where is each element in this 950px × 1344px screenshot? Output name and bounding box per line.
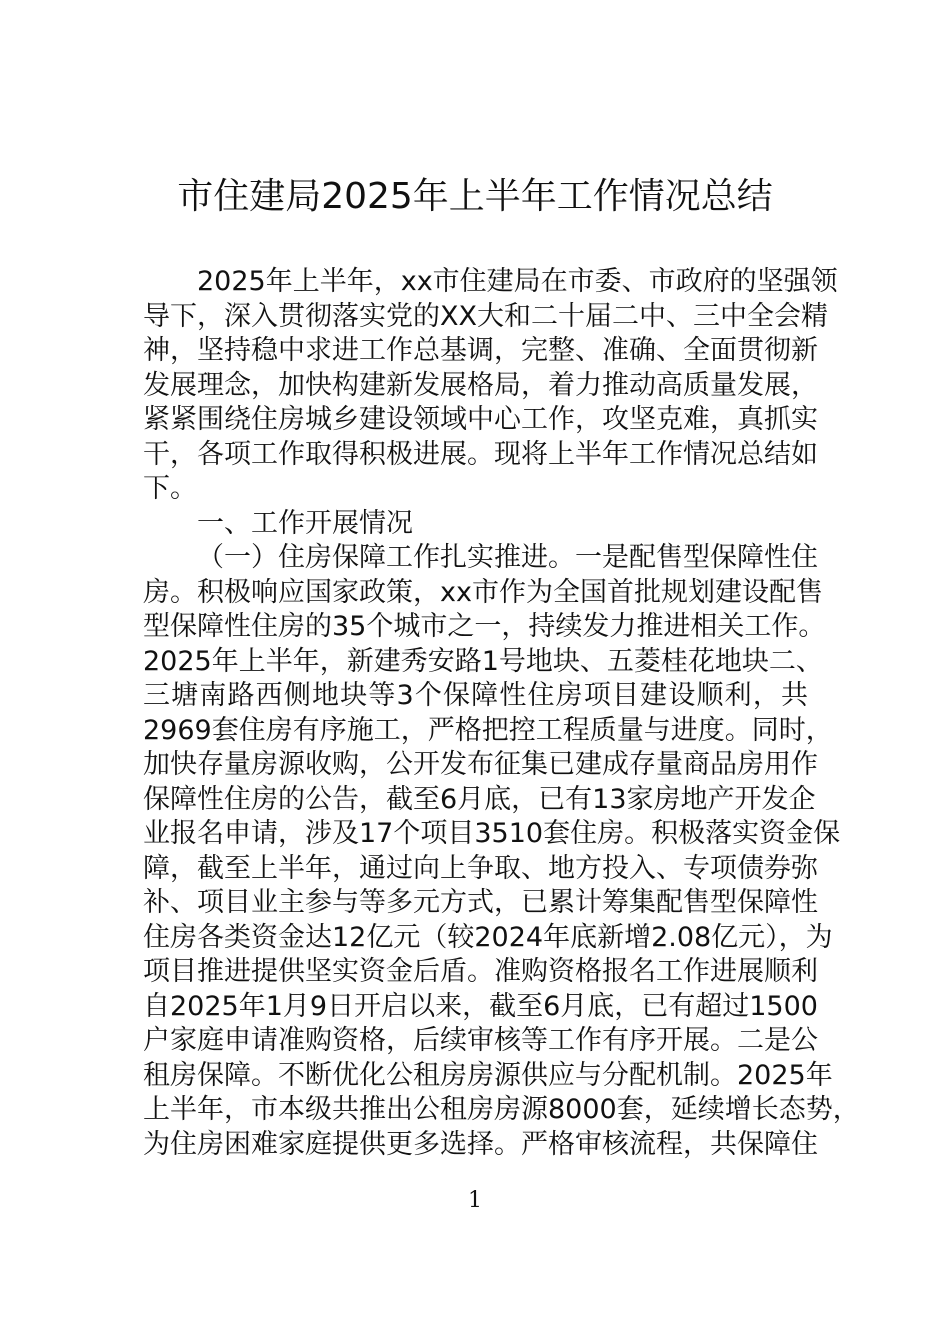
paragraph-line: 发展理念，加快构建新发展格局，着力推动高质量发展， (143, 369, 818, 401)
paragraph-line: 住房各类资金达12亿元（较2024年底新增2.08亿元），为 (143, 921, 833, 953)
paragraph-line: 房。积极响应国家政策，xx市作为全国首批规划建设配售 (143, 576, 823, 608)
paragraph-line: 神，坚持稳中求进工作总基调，完整、准确、全面贯彻新 (143, 335, 818, 366)
paragraph-line: 为住房困难家庭提供更多选择。严格审核流程，共保障住 (143, 1128, 818, 1160)
paragraph-line: 自2025年1月9日开启以来，截至6月底，已有超过1500 (143, 990, 818, 1022)
document-title: 市住建局2025年上半年工作情况总结 (177, 176, 773, 217)
paragraph-line: 2025年上半年，xx市住建局在市委、市政府的坚强领 (197, 266, 838, 297)
paragraph-line: 项目推进提供坚实资金后盾。准购资格报名工作进展顺利 (143, 956, 818, 987)
paragraph-line: 上半年，市本级共推出公租房房源8000套，延续增长态势， (143, 1094, 860, 1125)
document-body (143, 265, 860, 1162)
paragraph-line: 干，各项工作取得积极进展。现将上半年工作情况总结如 (143, 438, 818, 470)
paragraph-line: 补、项目业主参与等多元方式，已累计筹集配售型保障性 (143, 887, 818, 918)
section-heading: 一、工作开展情况 (197, 507, 413, 539)
paragraph-line: 三塘南路西侧地块等3个保障性住房项目建设顺利，共 (143, 680, 808, 711)
paragraph-line: 型保障性住房的35个城市之一，持续发力推进相关工作。 (143, 611, 826, 642)
page-number: 1 (468, 1188, 482, 1213)
paragraph-line: 户家庭申请准购资格，后续审核等工作有序开展。二是公 (143, 1025, 818, 1056)
paragraph-line: 2969套住房有序施工，严格把控工程质量与进度。同时， (143, 714, 833, 746)
paragraph-line: 保障性住房的公告，截至6月底，已有13家房地产开发企 (143, 783, 816, 815)
paragraph-line: 业报名申请，涉及17个项目3510套住房。积极落实资金保 (143, 818, 841, 849)
paragraph-line: 2025年上半年，新建秀安路1号地块、五菱桂花地块二、 (143, 645, 823, 677)
paragraph-line: 下。 (143, 473, 197, 504)
paragraph-line: （一）住房保障工作扎实推进。一是配售型保障性住 (197, 542, 818, 573)
paragraph-line: 租房保障。不断优化公租房房源供应与分配机制。2025年 (143, 1059, 833, 1091)
paragraph-line: 加快存量房源收购，公开发布征集已建成存量商品房用作 (143, 749, 818, 780)
paragraph-line: 障，截至上半年，通过向上争取、地方投入、专项债券弥 (143, 852, 818, 884)
paragraph-line: 导下，深入贯彻落实党的XX大和二十届二中、三中全会精 (143, 300, 828, 332)
paragraph-line: 紧紧围绕住房城乡建设领域中心工作，攻坚克难，真抓实 (143, 404, 818, 435)
